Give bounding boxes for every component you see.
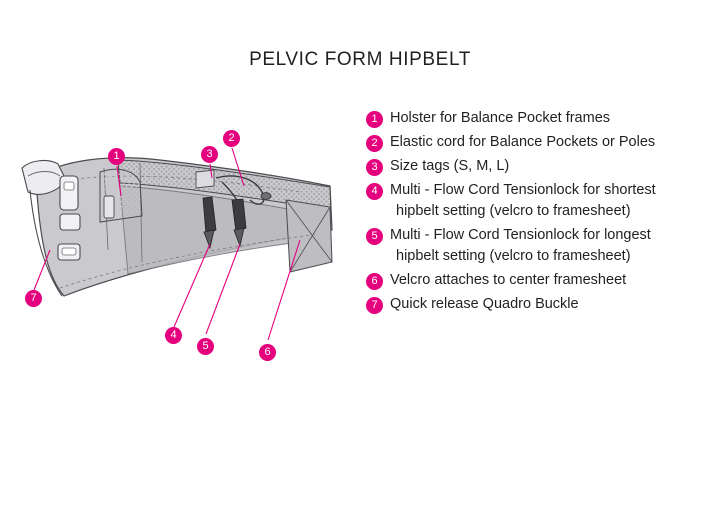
callout-6: 6 [259,344,276,361]
callout-5: 5 [197,338,214,355]
legend-label-1: Holster for Balance Pocket frames [390,110,611,126]
legend-badge-3: 3 [366,159,383,176]
callout-3: 3 [201,146,218,163]
callout-7: 7 [25,290,42,307]
callout-4: 4 [165,327,182,344]
legend-item-4 [366,180,710,222]
callout-2: 2 [223,130,240,147]
legend-item-3 [366,156,710,177]
legend-label-5-line2: hipbelt setting (velcro to framesheet) [396,248,631,264]
page-title: PELVIC FORM HIPBELT [249,48,471,70]
legend-list [366,108,710,318]
legend-badge-4: 4 [366,183,383,200]
legend-badge-6: 6 [366,273,383,290]
legend-item-6 [366,270,710,291]
legend-label-6: Velcro attaches to center framesheet [390,272,627,288]
legend-badge-7: 7 [366,297,383,314]
legend-badge-2: 2 [366,135,383,152]
legend-label-7: Quick release Quadro Buckle [390,296,579,312]
callout-1: 1 [108,148,125,165]
legend-label-4-line2: hipbelt setting (velcro to framesheet) [396,203,631,219]
legend-item-7 [366,294,710,315]
legend-item-2 [366,132,710,153]
legend-badge-1: 1 [366,111,383,128]
legend-badge-5: 5 [366,228,383,245]
legend-item-1 [366,108,710,129]
legend-label-5: Multi - Flow Cord Tensionlock for longest hipbelt setting (velcro to framesheet) [390,225,651,267]
legend-label-2: Elastic cord for Balance Pockets or Poles [390,134,656,150]
legend-item-5 [366,225,710,267]
legend-label-4: Multi - Flow Cord Tensionlock for shortest hipbelt setting (velcro to framesheet) [390,180,656,222]
legend-label-3: Size tags (S, M, L) [390,158,510,174]
